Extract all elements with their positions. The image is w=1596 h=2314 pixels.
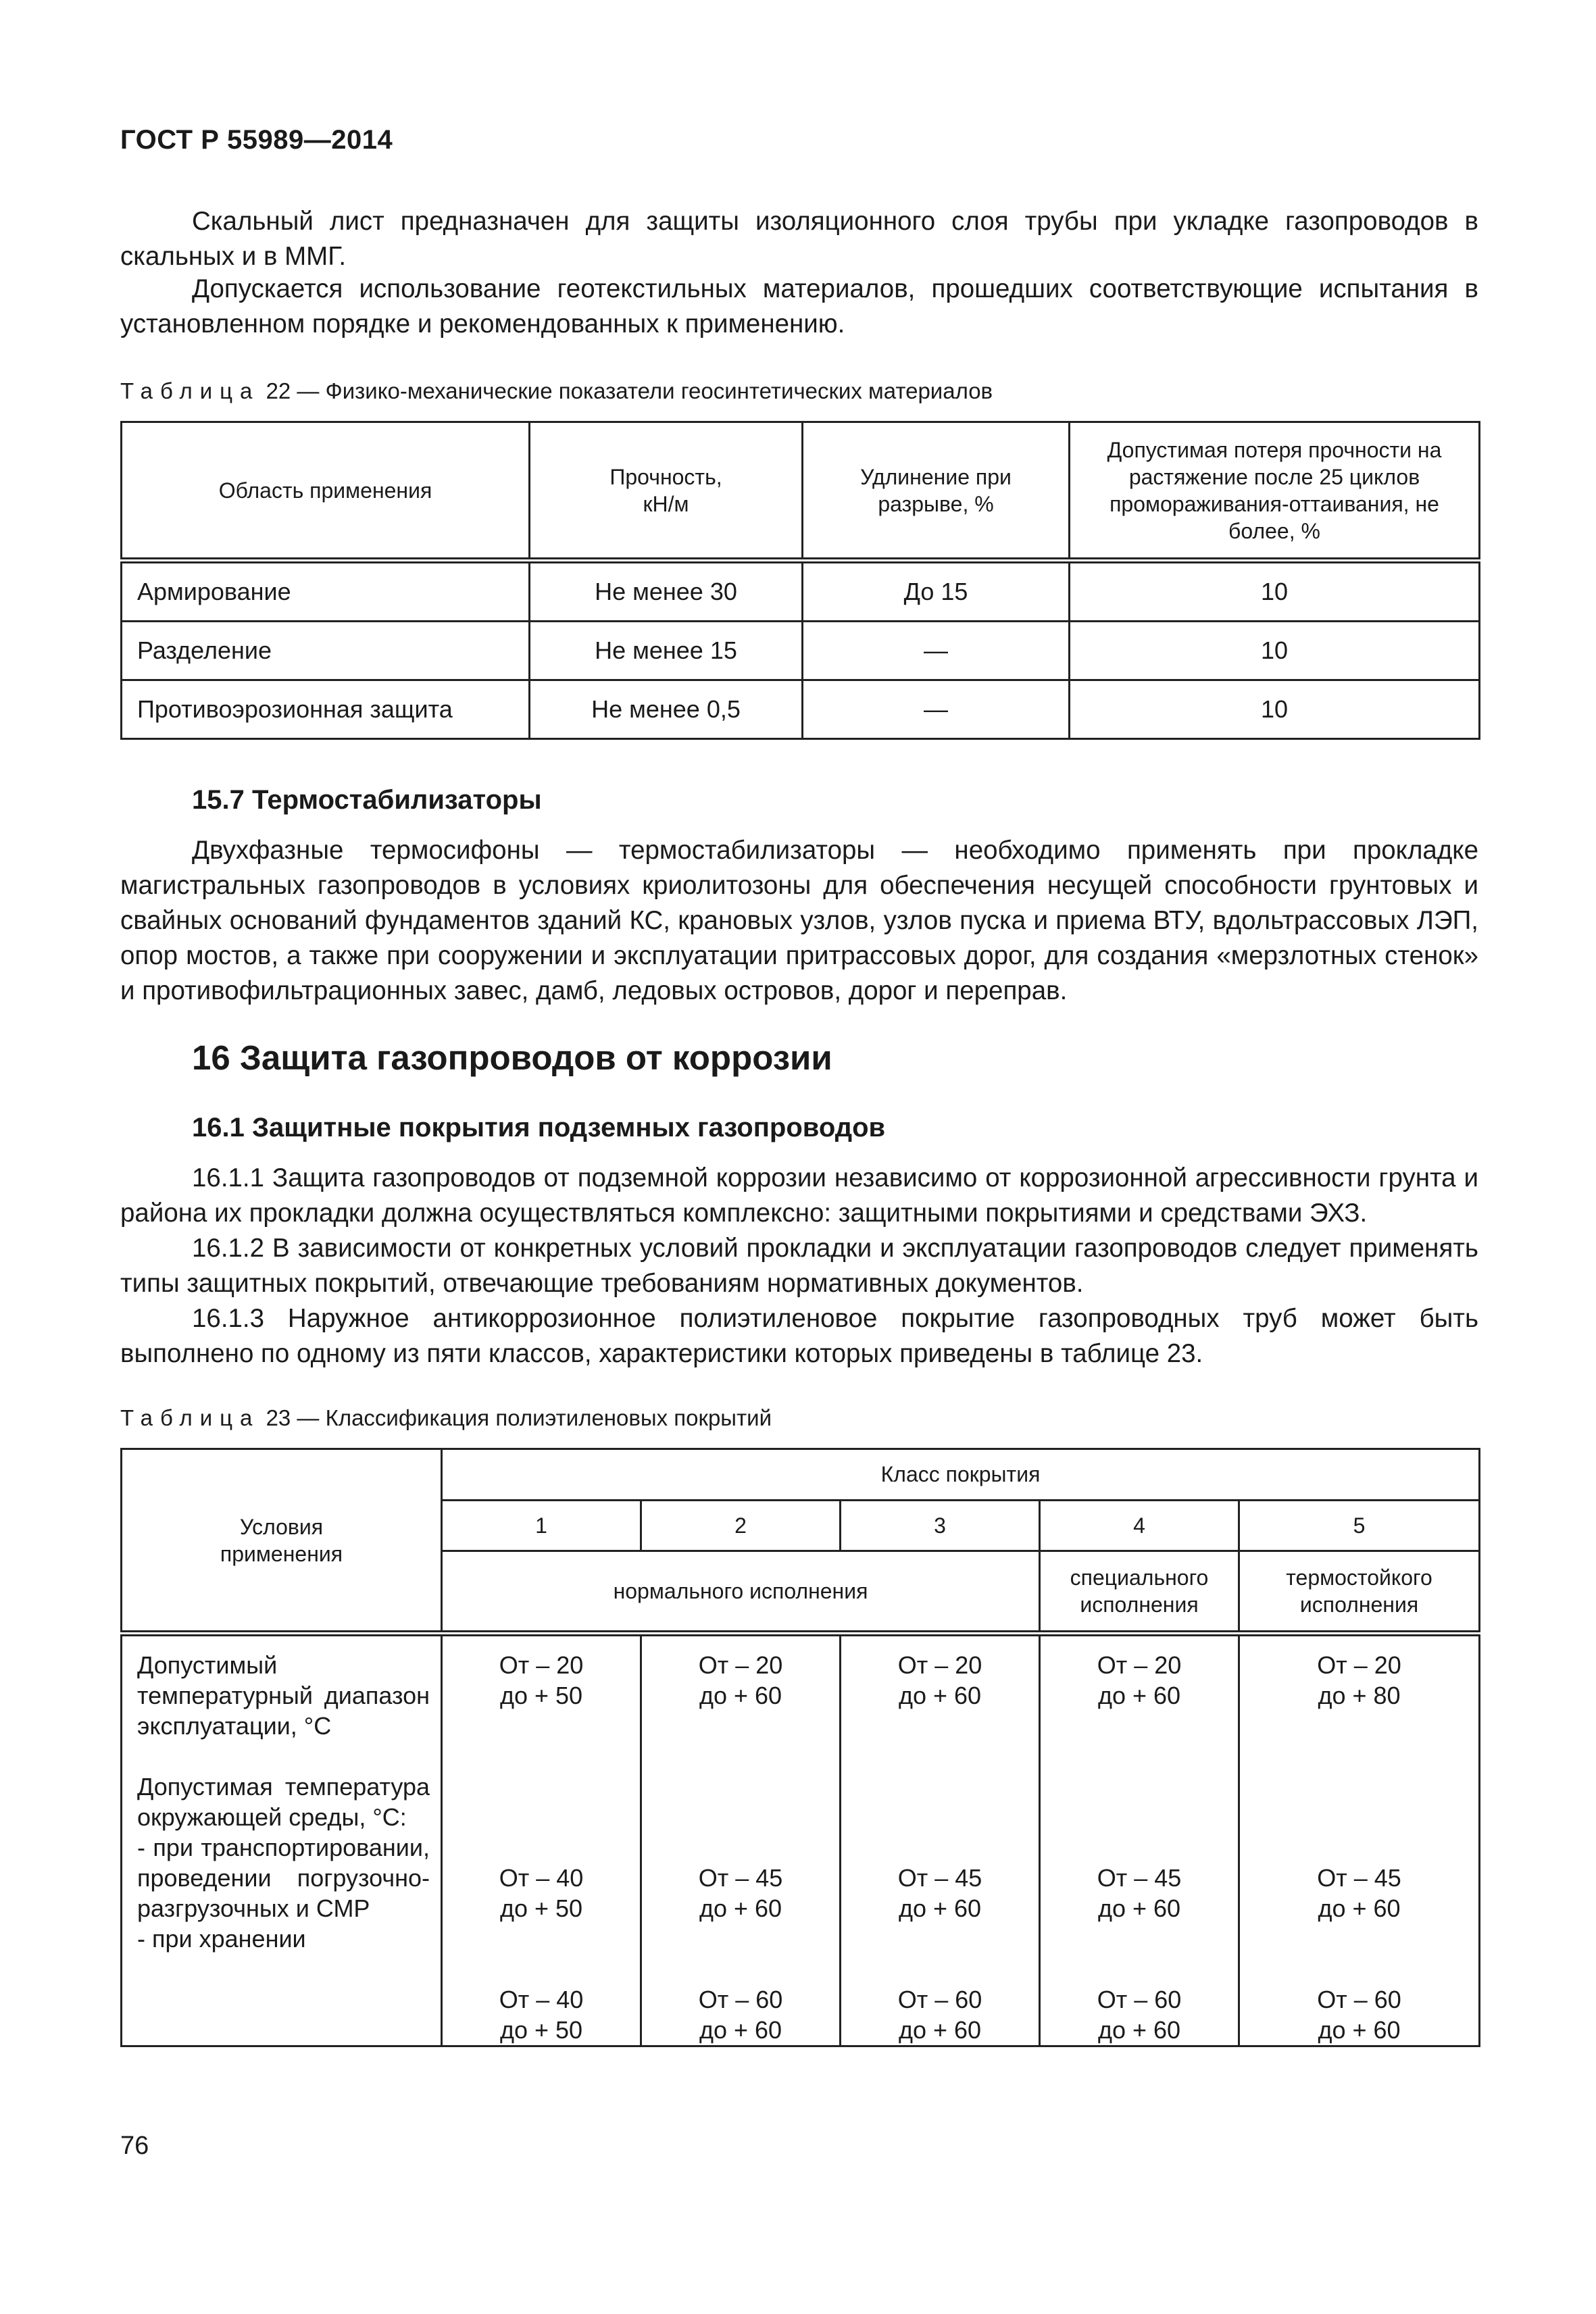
table23-conditions-header: Условия применения: [122, 1449, 442, 1634]
table22-header-row: [122, 422, 1480, 561]
table22-header-cell: Прочность, кН/м: [530, 422, 803, 561]
paragraph-thermostabilizers: Двухфазные термосифоны — термостабилизаторы — необходимо применять при прокладке магистральных газопроводов в условиях криолитозоны для обеспечения несущей способности грунтовых и свайных оснований фундаментов зданий КС, крановых узлов, узлов пуска и приема ВТУ, вдольтрассовых ЛЭП, опор мостов, а также при сооружении и эксплуатации притрассовых дорог, для создания «мерзлотных стенок» и противофильтрационных завес, дамб, ледовых островов, дорог и переправ.: [120, 836, 1478, 1005]
table-23: [120, 1448, 1480, 2047]
table22-header-cell: Удлинение при разрыве, %: [803, 422, 1070, 561]
heading-15-7: 15.7 Термостабилизаторы: [192, 785, 542, 815]
table22-cell: 10: [1070, 680, 1480, 739]
table22-cell: Не менее 30: [530, 561, 803, 622]
table22-cell: —: [803, 680, 1070, 739]
table-row: [122, 1634, 1480, 2046]
table23-values-class-2: От – 20 до + 60 От – 45 до + 60 От – 60 до + 60: [641, 1634, 841, 2046]
table23-execution-special: специального исполнения: [1040, 1551, 1239, 1634]
table23-class-number: 3: [841, 1501, 1040, 1551]
page-number: 76: [120, 2132, 149, 2160]
table22-cell: 10: [1070, 622, 1480, 680]
table23-row1-label: Допустимый температурный диапазон эксплуатации, °С: [137, 1651, 430, 1740]
heading-16-1: 16.1 Защитные покрытия подземных газопроводов: [192, 1113, 886, 1142]
table23-class-number: 1: [442, 1501, 641, 1551]
table23-values-class-5: От – 20 до + 80 От – 45 до + 60 От – 60 до + 60: [1239, 1634, 1480, 2046]
table23-values-class-1: От – 20 до + 50 От – 40 до + 50 От – 40 до + 50: [442, 1634, 641, 2046]
table22-cell: Противоэрозионная защита: [122, 680, 530, 739]
table23-conditions-cell: [122, 1634, 442, 2046]
table23-values-class-3: От – 20 до + 60 От – 45 до + 60 От – 60 до + 60: [841, 1634, 1040, 2046]
table22-header-cell: Область применения: [122, 422, 530, 561]
table23-row2-label-title: Допустимая температура окружающей среды, °С:: [137, 1773, 430, 1831]
table23-values-class-4: От – 20 до + 60 От – 45 до + 60 От – 60 до + 60: [1040, 1634, 1239, 2046]
table22-cell: Армирование: [122, 561, 530, 622]
table23-class-number: 4: [1040, 1501, 1239, 1551]
heading-16: 16 Защита газопроводов от коррозии: [192, 1038, 832, 1077]
paragraph-rock-sheet: Скальный лист предназначен для защиты изоляционного слоя трубы при укладке газопроводов в скальных и в ММГ.: [120, 207, 1478, 271]
table23-caption-text: 23 — Классификация полиэтиленовых покрытий: [266, 1405, 772, 1430]
table-22: [120, 421, 1480, 740]
table22-cell: Не менее 0,5: [530, 680, 803, 739]
table23-caption-word: Таблица: [120, 1405, 260, 1430]
table22-caption-text: 22 — Физико-механические показатели геосинтетических материалов: [266, 378, 993, 403]
table22-cell: 10: [1070, 561, 1480, 622]
table23-execution-normal: нормального исполнения: [442, 1551, 1040, 1634]
table22-caption: [120, 378, 993, 404]
paragraph-16-1-2: 16.1.2 В зависимости от конкретных условий прокладки и эксплуатации газопроводов следует применять типы защитных покрытий, отвечающие требованиям нормативных документов.: [120, 1234, 1478, 1298]
document-header: ГОСТ Р 55989—2014: [120, 125, 393, 155]
table22-header-cell: Допустимая потеря прочности на растяжение после 25 циклов промораживания-оттаивания, не более, %: [1070, 422, 1480, 561]
table-row: [122, 561, 1480, 622]
table-row: [122, 622, 1480, 680]
table22-caption-word: Таблица: [120, 378, 260, 403]
table22-cell: Не менее 15: [530, 622, 803, 680]
table23-row2-label-transport: - при транспортировании, проведении погрузочно-разгрузочных и СМР: [137, 1834, 430, 1922]
table23-execution-heat: термостойкого исполнения: [1239, 1551, 1480, 1634]
table23-class-number: 2: [641, 1501, 841, 1551]
table23-class-header-row: [122, 1449, 1480, 1501]
table22-cell: Разделение: [122, 622, 530, 680]
table22-cell: —: [803, 622, 1070, 680]
table22-cell: До 15: [803, 561, 1070, 622]
paragraph-16-1-3: 16.1.3 Наружное антикоррозионное полиэтиленовое покрытие газопроводных труб может быть выполнено по одному из пяти классов, характеристики которых приведены в таблице 23.: [120, 1304, 1478, 1368]
table23-row2-label-storage: - при хранении: [137, 1925, 306, 1953]
paragraph-geotextile: Допускается использование геотекстильных материалов, прошедших соответствующие испытания в установленном порядке и рекомендованных к применению.: [120, 274, 1478, 338]
table23-caption: [120, 1405, 772, 1431]
table-row: [122, 680, 1480, 739]
table23-class-number: 5: [1239, 1501, 1480, 1551]
table23-class-header: Класс покрытия: [442, 1449, 1480, 1501]
paragraph-16-1-1: 16.1.1 Защита газопроводов от подземной коррозии независимо от коррозионной агрессивности грунта и района их прокладки должна осуществляться комплексно: защитными покрытиями и средствами ЭХЗ.: [120, 1163, 1478, 1228]
